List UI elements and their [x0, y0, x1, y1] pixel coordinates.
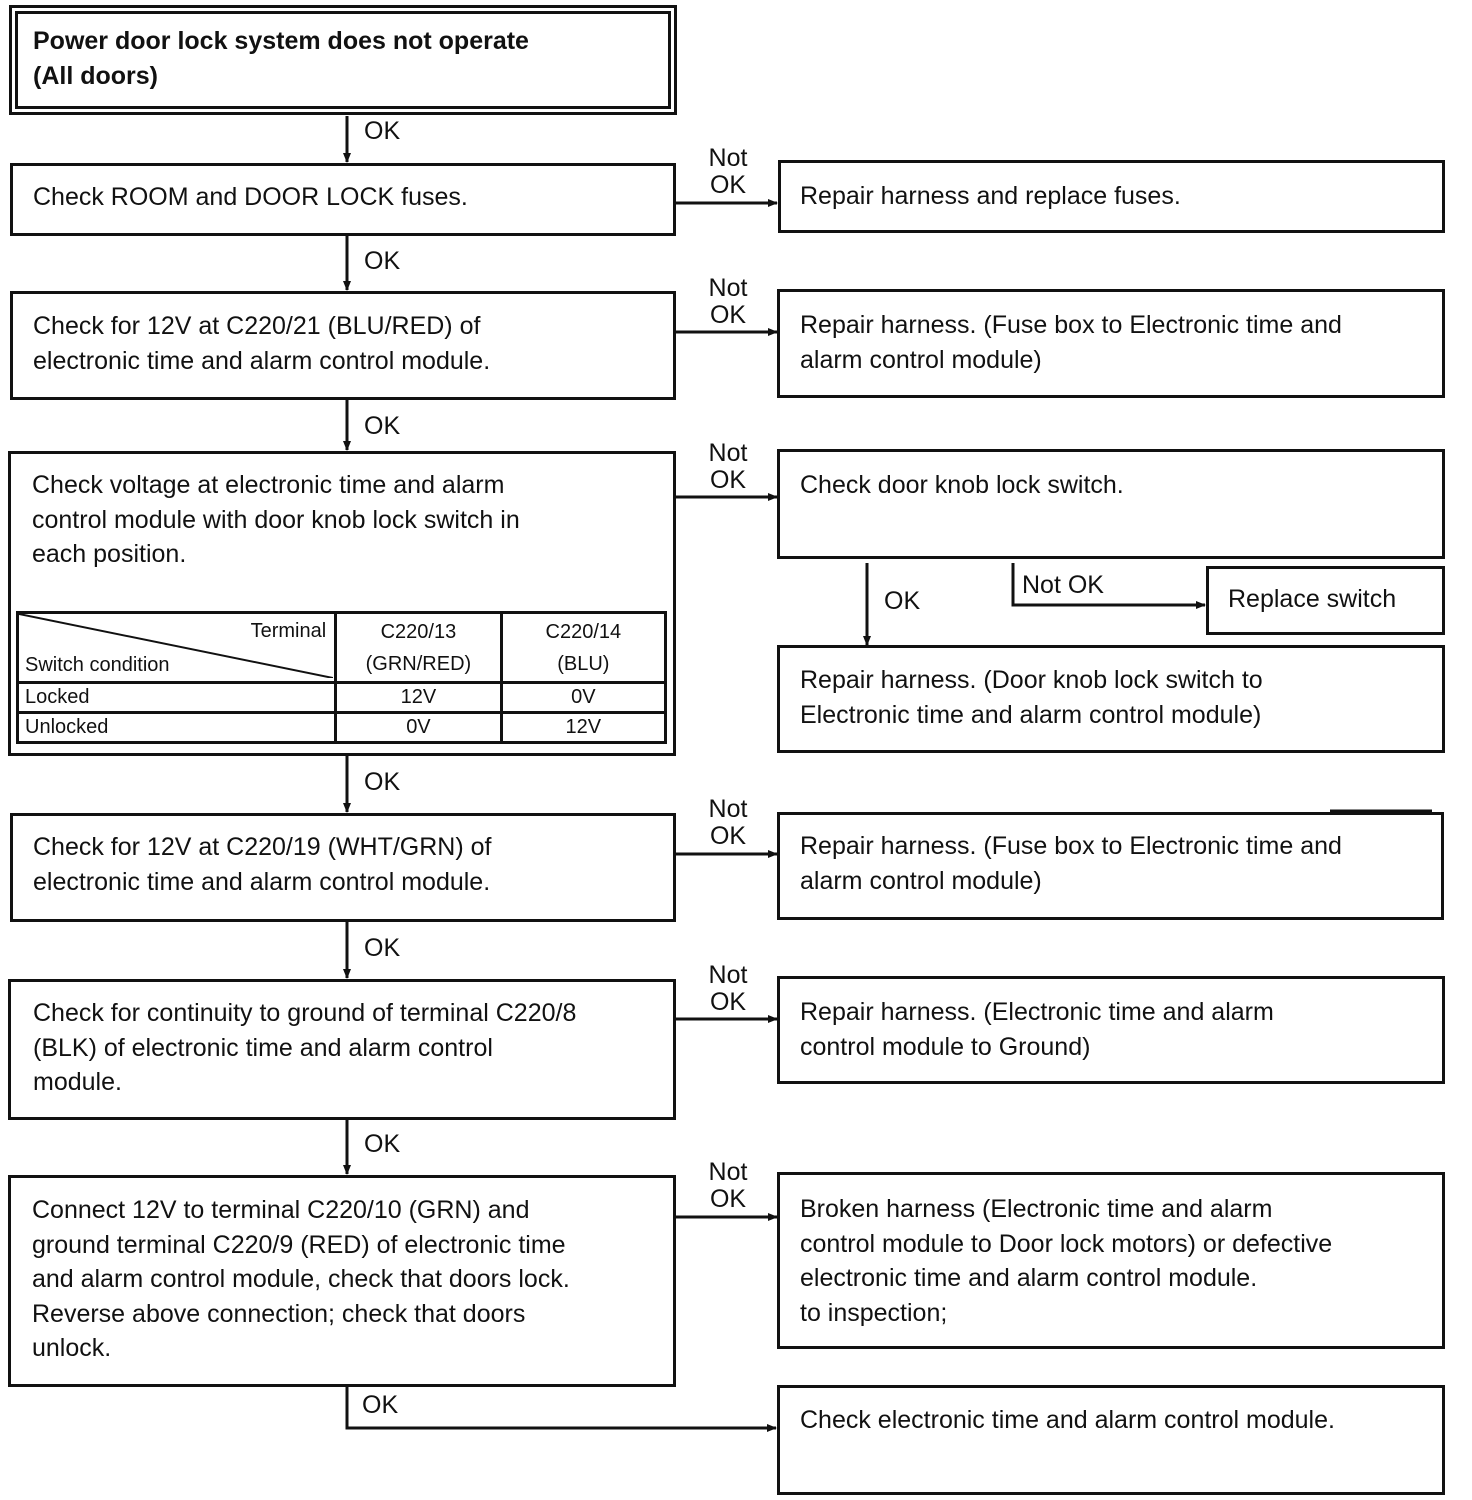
outcome-text-2: Repair harness. (Fuse box to Electronic time and alarm control module): [800, 311, 1342, 374]
step-text-4: Check for 12V at C220/19 (WHT/GRN) of electronic time and alarm control module.: [33, 833, 492, 896]
outcome-box-3: [777, 449, 1445, 559]
outcome-text-1: Repair harness and replace fuses.: [800, 182, 1181, 210]
table-cell-value: 12V: [336, 683, 502, 713]
outcome-text-3: Check door knob lock switch.: [800, 471, 1124, 499]
not-ok-label-5: Not OK: [708, 961, 748, 1016]
table-col-c220-13: C220/13 (GRN/RED): [336, 613, 502, 683]
not-ok-label-2: Not OK: [708, 274, 748, 329]
table-row: [18, 713, 666, 743]
outcome-text-4: Replace switch: [1228, 585, 1397, 613]
not-ok-label-6: Not OK: [708, 1158, 748, 1213]
table-header-switch: Switch condition: [25, 654, 170, 676]
terminal-voltage-table: [16, 611, 667, 744]
table-header-terminal: Terminal: [250, 620, 327, 642]
ok-label-1: OK: [364, 117, 401, 145]
step-text-2: Check for 12V at C220/21 (BLU/RED) of electronic time and alarm control module.: [33, 312, 491, 375]
table-cell-value: 12V: [501, 713, 665, 743]
table-row: [18, 683, 666, 713]
outcome-text-5: Repair harness. (Door knob lock switch to Electronic time and alarm control module): [800, 666, 1263, 729]
outcome-text-9: Check electronic time and alarm control module.: [800, 1406, 1335, 1434]
ok-label-5: OK: [364, 934, 401, 962]
outcome-text-8: Broken harness (Electronic time and alarm control module to Door lock motors) or defective electronic time and alarm control module. to inspection;: [800, 1195, 1333, 1327]
ok-label-4: OK: [364, 768, 401, 796]
table-cell-condition: Unlocked: [18, 713, 336, 743]
table-header-diagonal: [18, 613, 336, 683]
table-cell-value: 0V: [501, 683, 665, 713]
outcome-box-9: [777, 1385, 1445, 1495]
outcome-text-6: Repair harness. (Fuse box to Electronic time and alarm control module): [800, 832, 1342, 895]
ok-label-2: OK: [364, 247, 401, 275]
ok-label-3: OK: [364, 412, 401, 440]
table-cell-condition: Locked: [18, 683, 336, 713]
not-ok-label-4: Not OK: [708, 795, 748, 850]
arrow-ok-7: [347, 1387, 776, 1428]
ok-label-switch: OK: [884, 587, 921, 615]
not-ok-label-1: Not OK: [708, 144, 748, 199]
table-col-c220-14: C220/14 (BLU): [501, 613, 665, 683]
step-text-6: Connect 12V to terminal C220/10 (GRN) and ground terminal C220/9 (RED) of electronic time and alarm control module, check that doors lock. Reverse above connection; check that doors unlock.: [32, 1196, 570, 1362]
outcome-text-7: Repair harness. (Electronic time and alarm control module to Ground): [800, 998, 1274, 1061]
start-text: Power door lock system does not operate (All doors): [33, 27, 529, 90]
ok-label-6: OK: [364, 1130, 401, 1158]
not-ok-label-switch: Not OK: [1022, 571, 1104, 599]
not-ok-label-3: Not OK: [708, 439, 748, 494]
step-text-3: Check voltage at electronic time and alarm control module with door knob lock switch in each position.: [32, 471, 520, 568]
step-text-5: Check for continuity to ground of terminal C220/8 (BLK) of electronic time and alarm control module.: [33, 999, 577, 1096]
table-cell-value: 0V: [336, 713, 502, 743]
ok-label-7: OK: [362, 1391, 399, 1419]
step-text-1: Check ROOM and DOOR LOCK fuses.: [33, 183, 468, 211]
